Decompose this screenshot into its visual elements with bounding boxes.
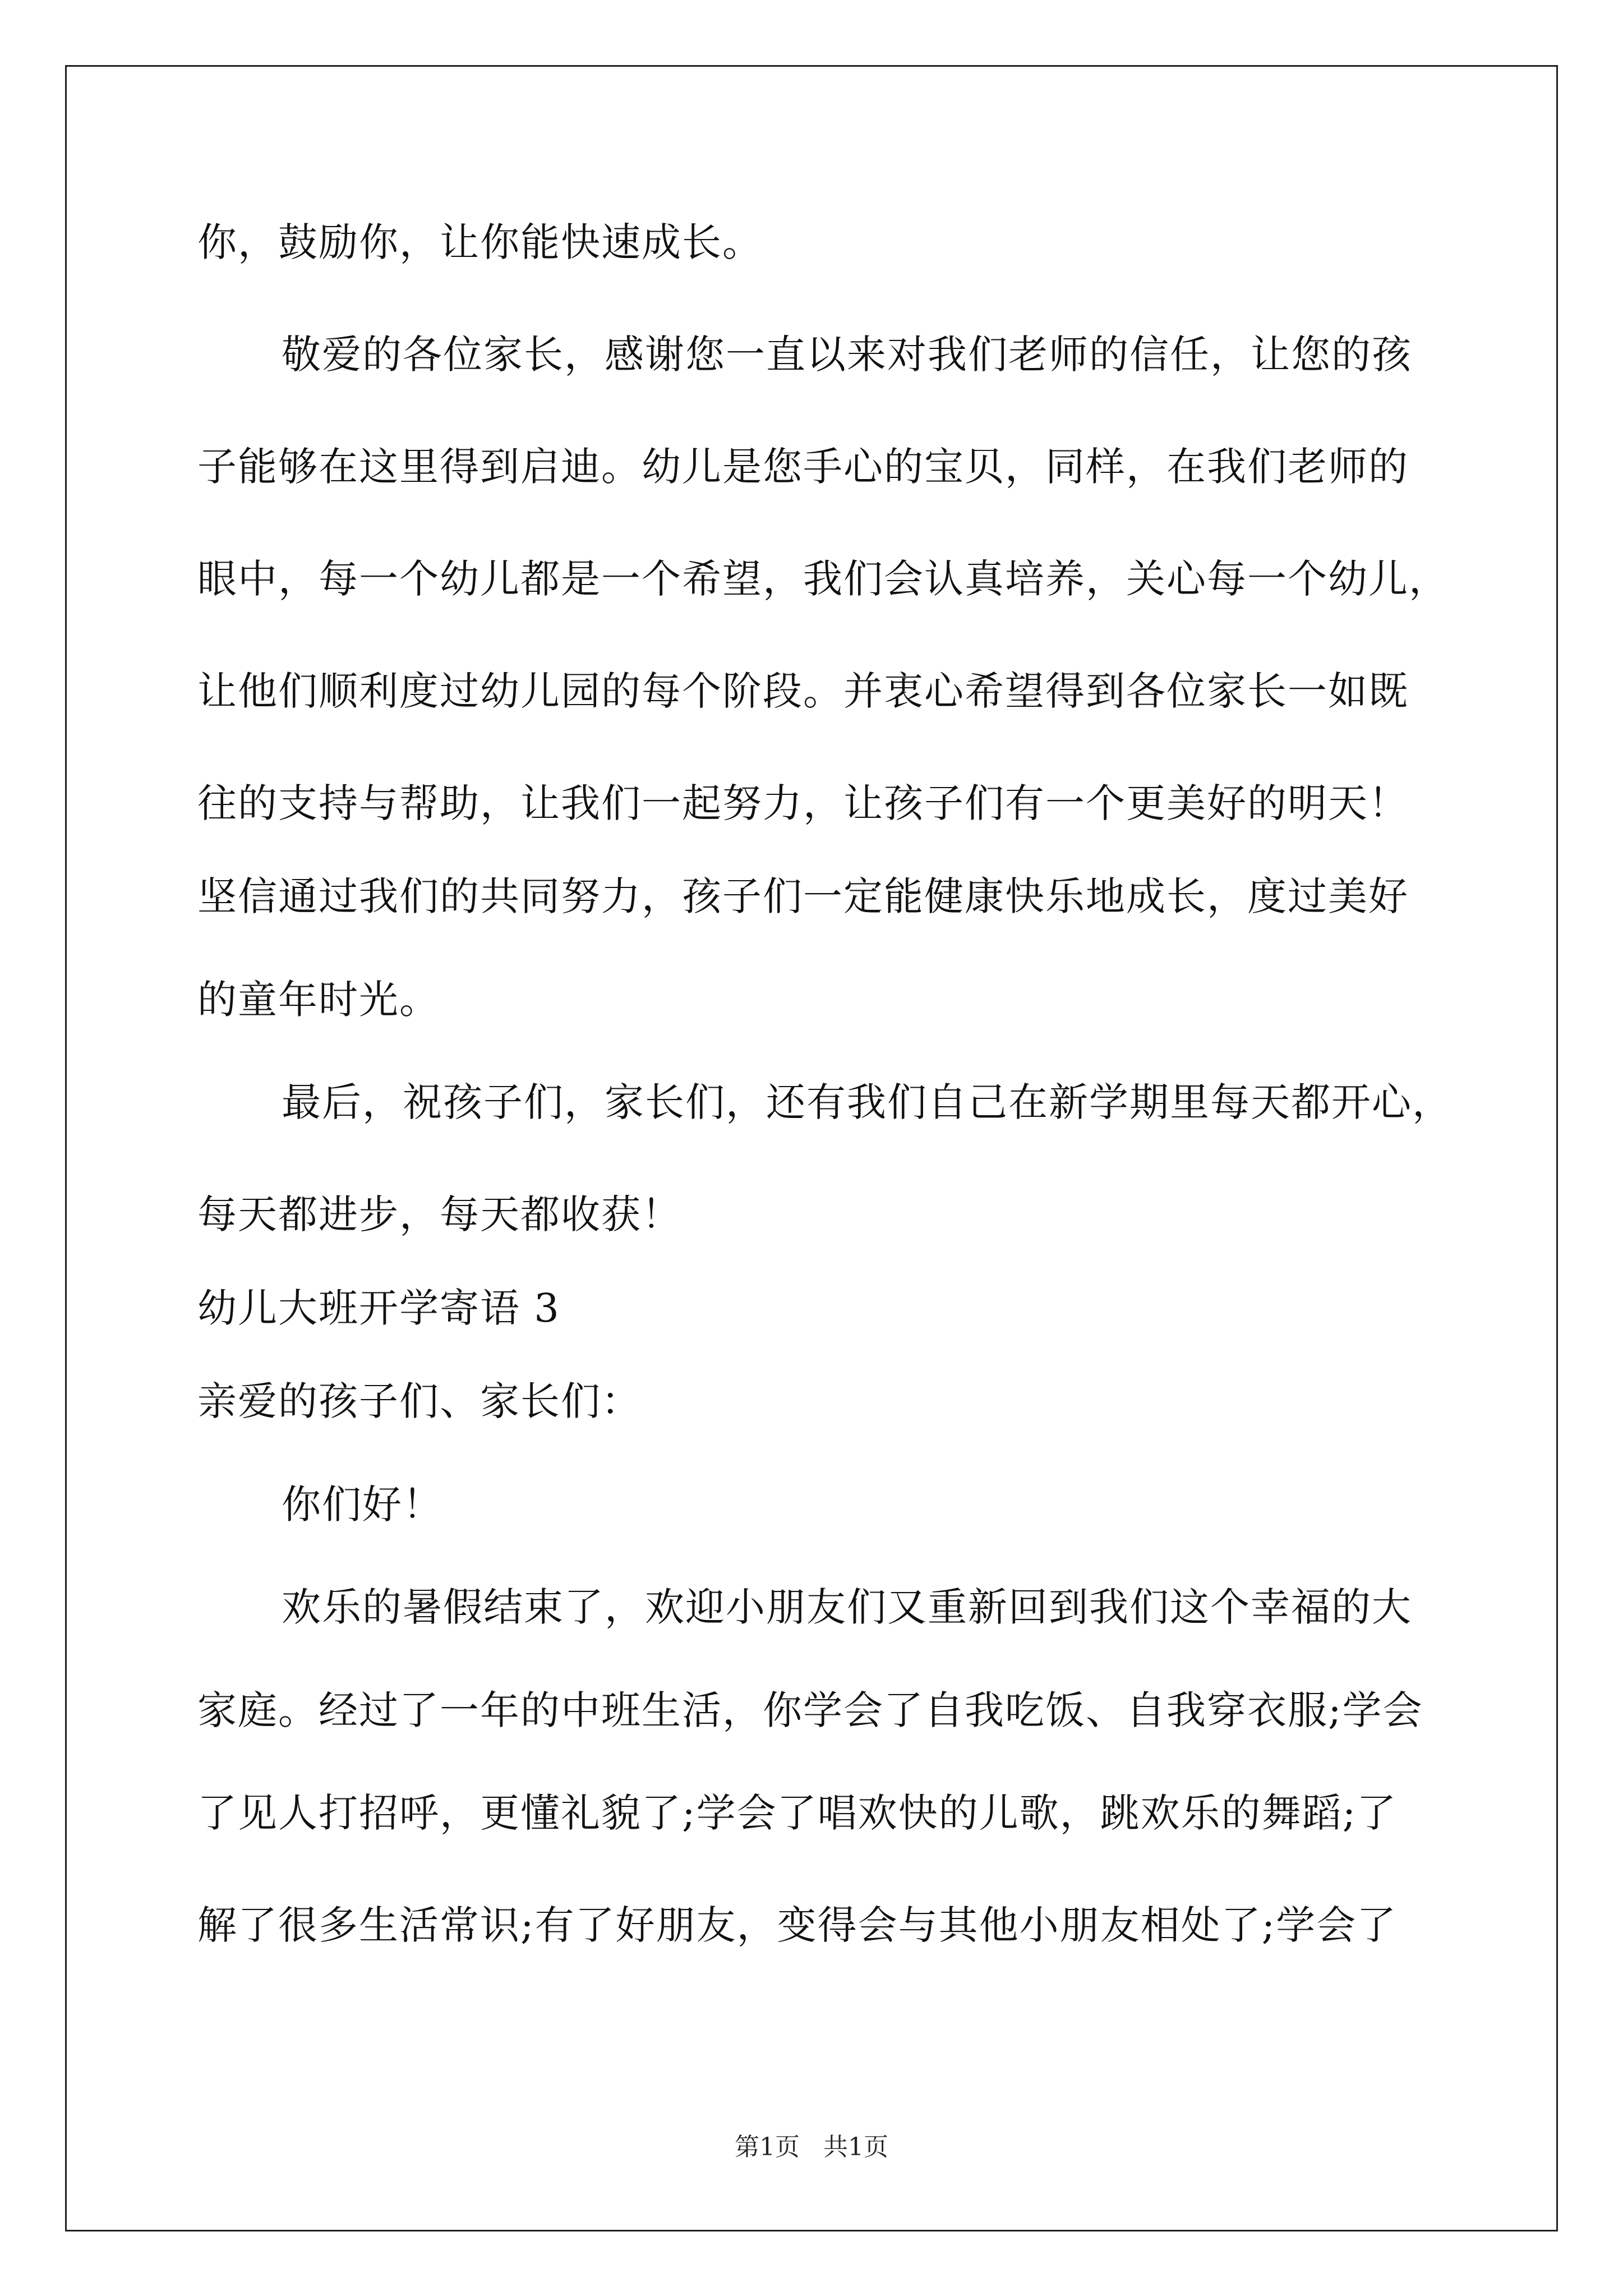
text-line: 子能够在这里得到启迪。幼儿是您手心的宝贝，同样，在我们老师的 — [197, 444, 1409, 490]
text-line: 眼中，每一个幼儿都是一个希望，我们会认真培养，关心每一个幼儿， — [197, 556, 1449, 602]
page-number-current: 第1页 — [735, 2133, 800, 2161]
greeting: 你们好！ — [282, 1481, 443, 1527]
text-line: 解了很多生活常识;有了好朋友，变得会与其他小朋友相处了;学会了 — [197, 1902, 1398, 1948]
paragraph-start-line: 最后，祝孩子们，家长们，还有我们自己在新学期里每天都开心， — [282, 1079, 1453, 1125]
section-heading: 幼儿大班开学寄语 3 — [197, 1285, 560, 1331]
text-line: 你，鼓励你，让你能快速成长。 — [197, 219, 763, 265]
text-line: 让他们顺利度过幼儿园的每个阶段。并衷心希望得到各位家长一如既 — [197, 668, 1409, 714]
text-line: 往的支持与帮助，让我们一起努力，让孩子们有一个更美好的明天！ — [197, 780, 1409, 826]
text-line: 家庭。经过了一年的中班生活，你学会了自我吃饭、自我穿衣服;学会 — [197, 1687, 1423, 1733]
text-line: 每天都进步，每天都收获！ — [197, 1191, 682, 1237]
text-line: 坚信通过我们的共同努力，孩子们一定能健康快乐地成长，度过美好 — [197, 873, 1409, 919]
text-line: 了见人打招呼，更懂礼貌了;学会了唱欢快的儿歌，跳欢乐的舞蹈;了 — [197, 1790, 1398, 1836]
page-footer — [0, 2131, 1623, 2164]
text-line: 的童年时光。 — [197, 977, 440, 1023]
salutation: 亲爱的孩子们、家长们： — [197, 1378, 642, 1424]
paragraph-start-line: 敬爱的各位家长，感谢您一直以来对我们老师的信任，让您的孩 — [282, 332, 1412, 378]
page-number-total: 共1页 — [823, 2133, 888, 2161]
paragraph-start-line: 欢乐的暑假结束了，欢迎小朋友们又重新回到我们这个幸福的大 — [282, 1584, 1412, 1630]
